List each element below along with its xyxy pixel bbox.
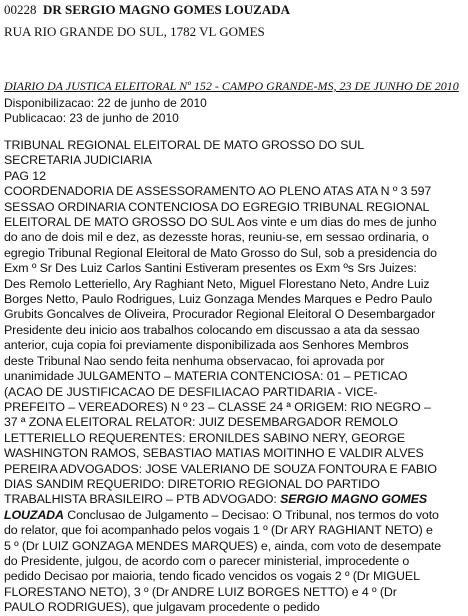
body-line: PAG 12: [4, 168, 46, 183]
availability-date: Disponibilizacao: 22 de junho de 2010: [4, 96, 207, 110]
body-line: Grubits Goncalves de Oliveira, Procurador Regional Eleitoral O Desembargador: [4, 307, 436, 322]
body-line: TRIBUNAL REGIONAL ELEITORAL DE MATO GROSSO DO SUL: [4, 138, 365, 152]
publication-date: Publicacao: 23 de junho de 2010: [4, 111, 179, 125]
body-line: Des Remolo Letteriello, Ary Raghiant Neto, Miguel Florestano Neto, Andre Luiz: [4, 276, 430, 291]
body-line: do Presidente, julgou, de acordo com o parecer ministerial, improcedente o: [4, 553, 410, 568]
body-line: SECRETARIA JUDICIARIA: [4, 153, 152, 168]
client-name: DR SERGIO MAGNO GOMES LOUZADA: [43, 2, 291, 17]
body-line: Borges Netto, Paulo Rodrigues, Luiz Gonzaga Mendes Marques e Pedro Paulo: [4, 292, 433, 307]
body-line: JULGAMENTO – MATERIA CONTENCIOSA: 01 – PETICAO: [77, 369, 408, 384]
body-line: 5 º (Dr LUIZ GONZAGA MENDES MARQUES) e, ainda, com voto de desempate: [4, 538, 442, 553]
body-line: WASHINGTON RAMOS, SEBASTIAO MATIAS MOITINHO E VALDIR ALVES: [4, 446, 424, 461]
body-line: PEREIRA ADVOGADOS: JOSE VALERIANO DE SOUZA FONTOURA E FABIO: [4, 461, 437, 476]
body-line: TRABALHISTA BRASILEIRO – PTB ADVOGADO:: [4, 492, 281, 507]
body-line: PAULO RODRIGUES), que julgavam procedente o pedido: [4, 600, 320, 615]
body-line: Exm º Sr Des Luiz Carlos Santini Estiveram presentes os Exm ºs Srs Juizes:: [4, 261, 417, 276]
body-line: PREFEITO – VEREADORES) N º 23 – CLASSE 24 ª ORIGEM: RIO NEGRO –: [4, 399, 431, 414]
body-line: deste Tribunal Nao sendo feita nenhuma observacao, foi aprovada por: [4, 353, 385, 368]
body-line: Conclusao de Julgamento – Decisao: O Tribunal, nos termos do voto: [63, 507, 439, 522]
body-line: SESSAO ORDINARIA CONTENCIOSA DO EGREGIO TRIBUNAL REGIONAL: [4, 199, 430, 214]
client-code: 00228: [4, 2, 37, 17]
body-line: FLORESTANO NETO), 3 º (Dr ANDRE LUIZ BORGES NETTO) e 4 º (Dr: [4, 584, 397, 599]
body-line: DIAS SANDIM REQUERIDO: DIRETORIO REGIONAL DO PARTIDO: [4, 476, 380, 491]
body-line: unanimidade: [4, 369, 78, 384]
client-address: RUA RIO GRANDE DO SUL, 1782 VL GOMES: [4, 24, 265, 39]
publication-body: [4, 138, 466, 616]
body-line: do ano de dois mil e dez, as dezesste horas, reuniu-se, em sessao ordinaria, o: [4, 230, 429, 245]
body-line: (ACAO DE JUSTIFICACAO DE DESFILIACAO PARTIDARIA - VICE-: [4, 384, 378, 399]
body-line: Presidente deu inicio aos trabalhos colocando em discussao a ata da sessao: [4, 322, 420, 337]
body-line: anterior, cuja copia foi previamente disponibilizada aos Senhores Membros: [4, 338, 409, 353]
body-line: ELEITORAL DE MATO GROSSO DO SUL: [4, 215, 235, 230]
body-line: COORDENADORIA DE ASSESSORAMENTO AO PLENO ATAS ATA N º 3 597: [4, 184, 432, 199]
body-line: pedido Decisao por maioria, tendo ficado vencidos os vogais 2 º (Dr MIGUEL: [4, 569, 420, 584]
body-line: egregio Tribunal Regional Eleitoral de Mato Grosso do Sul, sob a presidencia do: [4, 245, 437, 260]
lawyer-name-highlight: LOUZADA: [4, 507, 64, 522]
body-line: Aos vinte e um dias do mes de junho: [234, 215, 437, 230]
body-line: do relator, que foi acompanhado pelos vogais 1 º (Dr ARY RAGHIANT NETO) e: [4, 523, 433, 538]
body-line: 37 ª ZONA ELEITORAL RELATOR: JUIZ DESEMBARGADOR REMOLO: [4, 415, 398, 430]
body-line: LETTERIELLO REQUERENTES: ERONILDES SABINO NERY, GEORGE: [4, 430, 406, 445]
publication-source: DIARIO DA JUSTICA ELEITORAL Nº 152 - CAMPO GRANDE-MS, 23 DE JUNHO DE 2010: [4, 79, 459, 93]
client-header: [4, 2, 290, 18]
lawyer-name-highlight: SERGIO MAGNO GOMES: [280, 492, 428, 507]
